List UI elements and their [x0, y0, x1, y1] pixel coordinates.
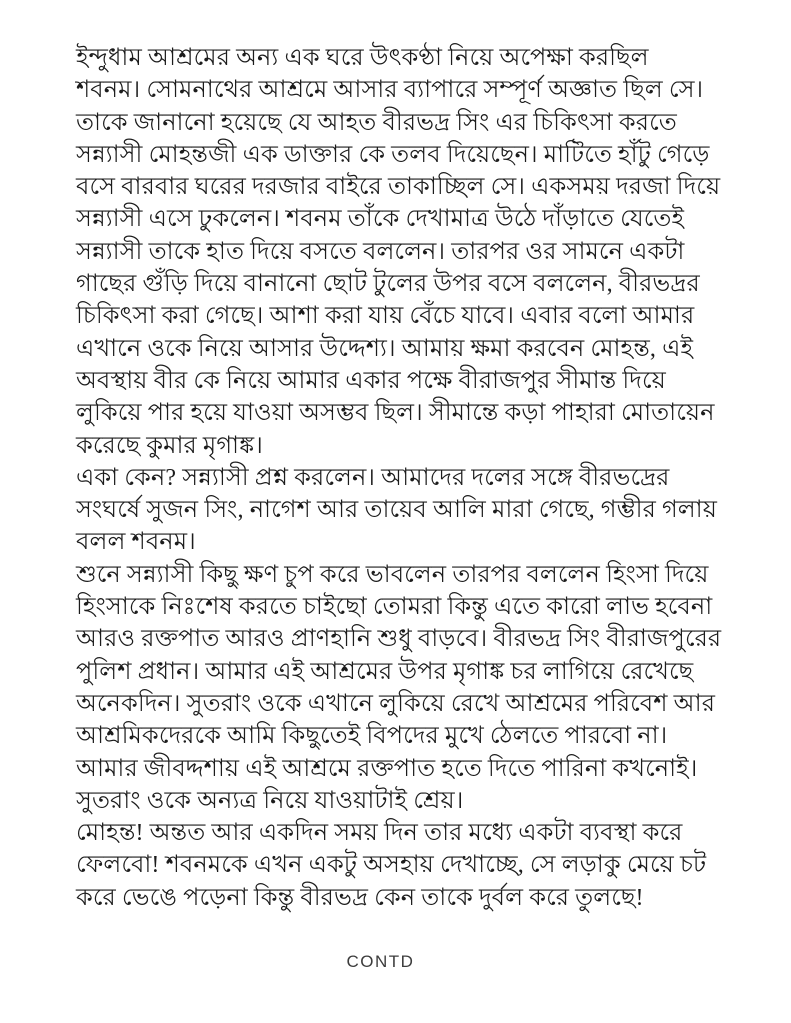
text-line: আমার জীবদ্দশায় এই আশ্রমে রক্তপাত হতে দিতে পারিনা কখনোই। [76, 755, 698, 782]
text-line: চিকিৎসা করা গেছে। আশা করা যায় বেঁচে যাবে। এবার বলো আমার [76, 303, 695, 330]
text-line: আশ্রমিকদেরকে আমি কিছুতেই বিপদের মুখে ঠেলতে পারবো না। [76, 723, 668, 750]
contd-label: CONTD [346, 952, 415, 971]
text-line: মোহন্ত! অন্তত আর একদিন সময় দিন তার মধ্যে একটা ব্যবস্থা করে [76, 820, 683, 847]
text-line: করে ভেঙে পড়েনা কিন্তু বীরভদ্র কেন তাকে দুর্বল করে তুলছে! [76, 884, 644, 911]
text-line: শবনম। সোমনাথের আশ্রমে আসার ব্যাপারে সম্পূর্ণ অজ্ঞাত ছিল সে। [76, 77, 704, 104]
text-line: তাকে জানানো হয়েছে যে আহত বীরভদ্র সিং এর চিকিৎসা করতে [76, 109, 677, 136]
text-line: পুলিশ প্রধান। আমার এই আশ্রমের উপর মৃগাঙ্ক চর লাগিয়ে রেখেছে [76, 658, 694, 685]
text-line: গাছের গুঁড়ি দিয়ে বানানো ছোট টুলের উপর বসে বললেন, বীরভদ্রর [76, 271, 700, 298]
text-line: লুকিয়ে পার হয়ে যাওয়া অসম্ভব ছিল। সীমান্তে কড়া পাহারা মোতায়েন [76, 400, 715, 427]
text-line: আরও রক্তপাত আরও প্রাণহানি শুধু বাড়বে। বীরভদ্র সিং বীরাজপুরের [76, 626, 722, 653]
text-line: অনেকদিন। সুতরাং ওকে এখানে লুকিয়ে রেখে আশ্রমের পরিবেশ আর [76, 690, 716, 717]
text-line: বসে বারবার ঘরের দরজার বাইরে তাকাচ্ছিল সে। একসময় দরজা দিয়ে [76, 174, 721, 201]
text-line: ইন্দুধাম আশ্রমের অন্য এক ঘরে উৎকণ্ঠা নিয়ে অপেক্ষা করছিল [76, 45, 649, 71]
text-line: হিংসাকে নিঃশেষ করতে চাইছো তোমরা কিন্তু এতে কারো লাভ হবেনা [76, 594, 713, 621]
text-line: সন্ন্যাসী এসে ঢুকলেন। শবনম তাঁকে দেখামাত্র উঠে দাঁড়াতে যেতেই [76, 206, 685, 233]
body-text-block [76, 42, 733, 914]
page-footer [0, 952, 761, 972]
text-line: করেছে কুমার মৃগাঙ্ক। [76, 432, 263, 459]
text-line: ফেলবো! শবনমকে এখন একটু অসহায় দেখাচ্ছে, সে লড়াকু মেয়ে চট [76, 852, 707, 879]
text-line: সংঘর্ষে সুজন সিং, নাগেশ আর তায়েব আলি মারা গেছে, গম্ভীর গলায় [76, 497, 717, 524]
text-line: সন্ন্যাসী মোহন্তজী এক ডাক্তার কে তলব দিয়েছেন। মাটিতে হাঁটু গেড়ে [76, 141, 710, 168]
text-line: একা কেন? সন্ন্যাসী প্রশ্ন করলেন। আমাদের দলের সঙ্গে বীরভদ্রের [76, 464, 670, 491]
text-line: সুতরাং ওকে অন্যত্র নিয়ে যাওয়াটাই শ্রেয়। [76, 787, 464, 814]
text-line: শুনে সন্ন্যাসী কিছু ক্ষণ চুপ করে ভাবলেন তারপর বললেন হিংসা দিয়ে [76, 561, 709, 588]
text-line: সন্ন্যাসী তাকে হাত দিয়ে বসতে বললেন। তারপর ওর সামনে একটা [76, 238, 685, 265]
text-line: বলল শবনম। [76, 529, 196, 556]
text-line: অবস্থায় বীর কে নিয়ে আমার একার পক্ষে বীরাজপুর সীমান্ত দিয়ে [76, 367, 666, 394]
text-line: এখানে ওকে নিয়ে আসার উদ্দেশ্য। আমায় ক্ষমা করবেন মোহন্ত, এই [76, 335, 694, 362]
